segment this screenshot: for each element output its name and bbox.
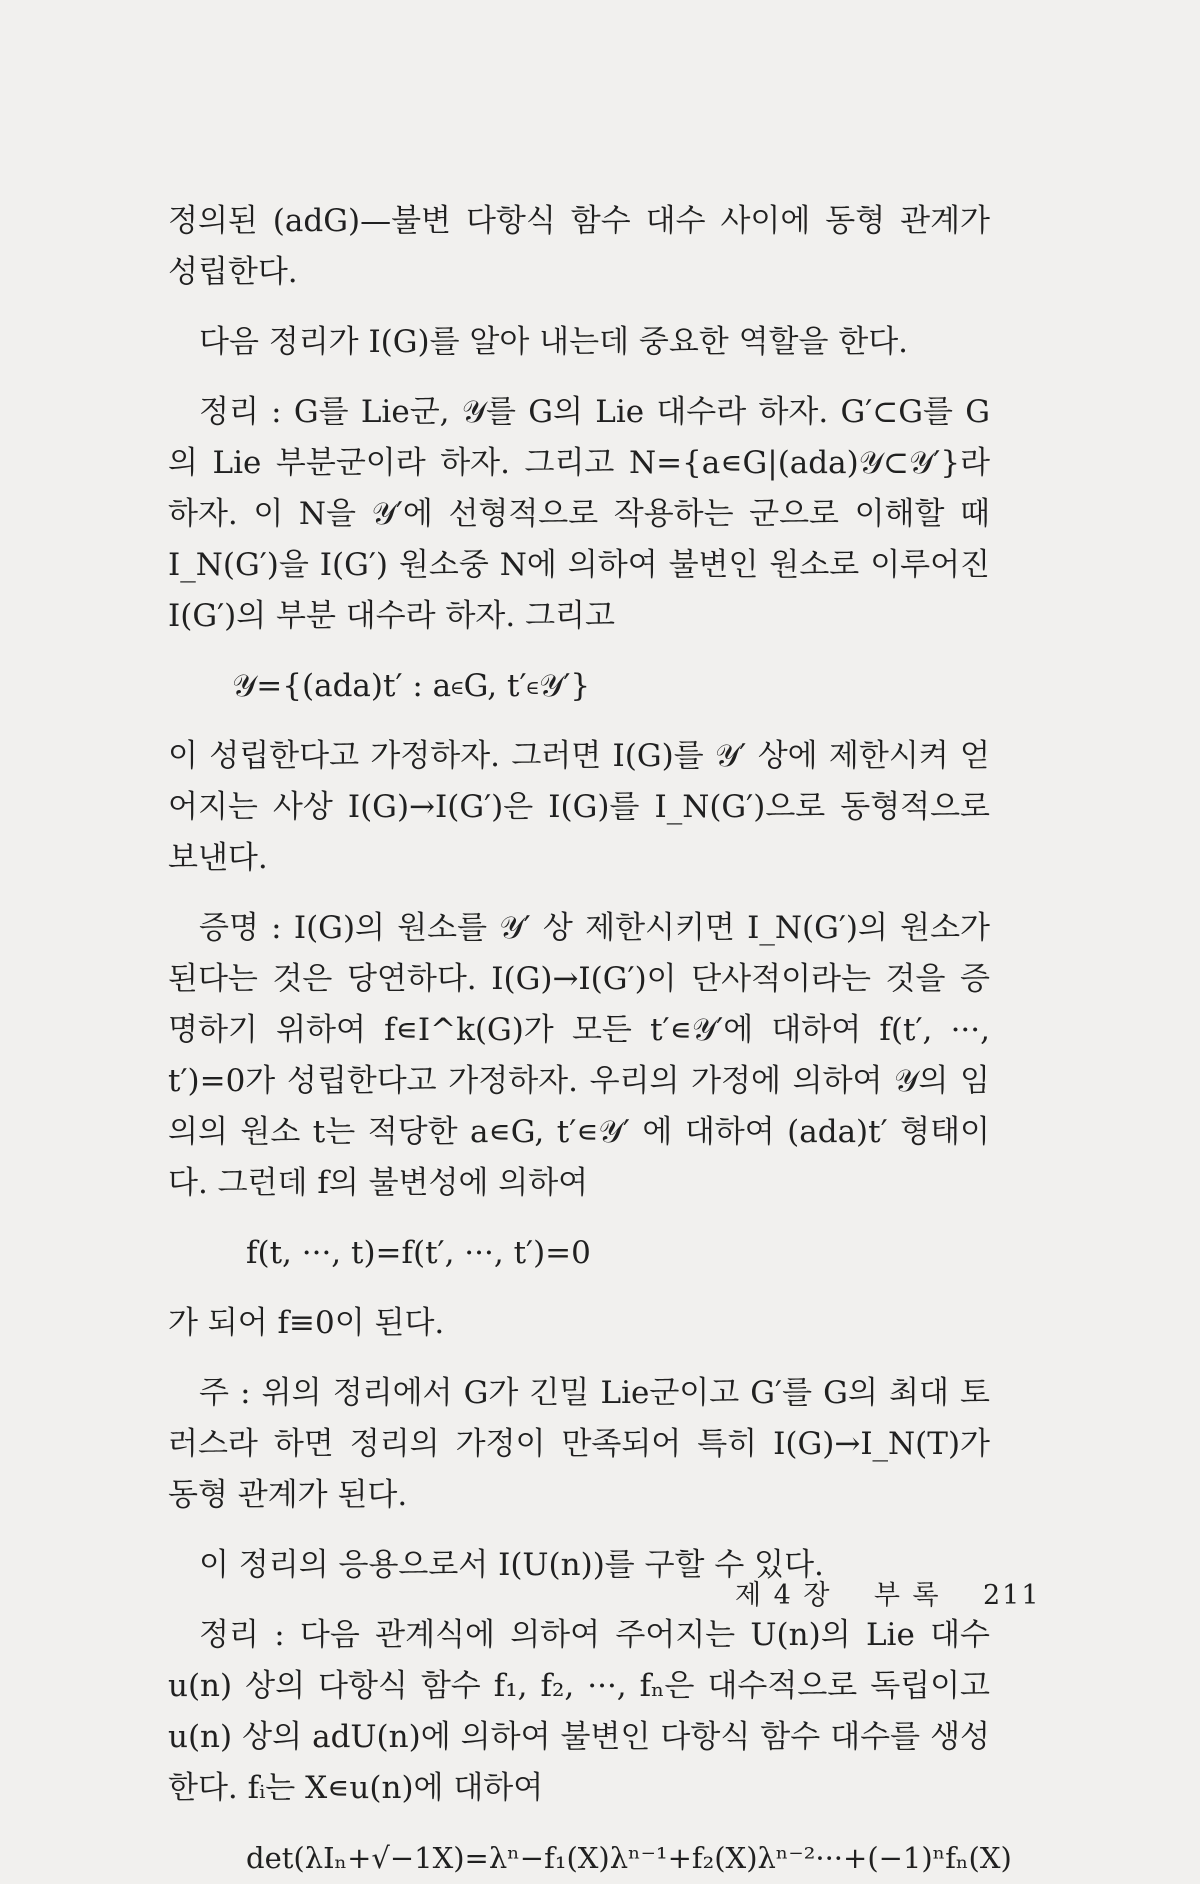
- theorem-statement: 정리 : G를 Lie군, 𝒴를 G의 Lie 대수라 하자. G′⊂G를 G의 Lie 부분군이라 하자. 그리고 N={a∊G|(ada)𝒴⊂𝒴′}라 하자. 이 N을 𝒴′에 선형적으로 작용하는 군으로 이해할 때 I_N(G′)을 I(G′) 원소중 N에 의하여 불변인 원소로 이루어진 I(G′)의 부분 대수라 하자. 그리고: [168, 394, 990, 634]
- page-number: 211: [982, 1580, 1041, 1611]
- paragraph-1: 정의된 (adG)—불변 다항식 함수 대수 사이에 동형 관계가 성립한다.: [168, 203, 990, 290]
- page-footer: [735, 1570, 1041, 1621]
- paragraph-8: 이 정리의 응용으로서 I(U(n))를 구할 수 있다.: [199, 1547, 824, 1583]
- formula-3: det(λIₙ+√−1X)=λⁿ−f₁(X)λⁿ⁻¹+f₂(X)λⁿ⁻²···+(−1)ⁿfₙ(X): [246, 1841, 1012, 1875]
- footer-section: 부 록: [873, 1580, 941, 1611]
- formula-2: f(t, ···, t)=f(t′, ···, t′)=0: [246, 1235, 591, 1271]
- formula-1: 𝒴={(ada)t′ : a∊G, t′∊𝒴′}: [232, 668, 591, 704]
- paragraph-6: 가 되어 f≡0이 된다.: [168, 1305, 445, 1341]
- theorem-2-statement: 정리 : 다음 관계식에 의하여 주어지는 U(n)의 Lie 대수 u(n) 상의 다항식 함수 f₁, f₂, ···, fₙ은 대수적으로 독립이고 u(n) 상의 adU(n)에 의하여 불변인 다항식 함수 대수를 생성한다. fᵢ는 X∊u(n)에 대하여: [168, 1617, 990, 1806]
- paragraph-4: 이 성립한다고 가정하자. 그러면 I(G)를 𝒴′ 상에 제한시켜 얻어지는 사상 I(G)→I(G′)은 I(G)를 I_N(G′)으로 동형적으로 보낸다.: [168, 738, 990, 876]
- remark-paragraph: 주 : 위의 정리에서 G가 긴밀 Lie군이고 G′를 G의 최대 토러스라 하면 정리의 가정이 만족되어 특히 I(G)→I_N(T)가 동형 관계가 된다.: [168, 1375, 990, 1513]
- footer-chapter: 제 4 장: [735, 1580, 832, 1611]
- proof-paragraph: 증명 : I(G)의 원소를 𝒴′ 상 제한시키면 I_N(G′)의 원소가 된다는 것은 당연하다. I(G)→I(G′)이 단사적이라는 것을 증명하기 위하여 f∊I^k(G)가 모든 t′∊𝒴′에 대하여 f(t′, ···, t′)=0가 성립한다고 가정하자. 우리의 가정에 의하여 𝒴의 임의의 원소 t는 적당한 a∊G, t′∊𝒴′ 에 대하여 (ada)t′ 형태이다. 그런데 f의 불변성에 의하여: [168, 910, 990, 1201]
- paragraph-2: 다음 정리가 I(G)를 알아 내는데 중요한 역할을 한다.: [199, 324, 909, 360]
